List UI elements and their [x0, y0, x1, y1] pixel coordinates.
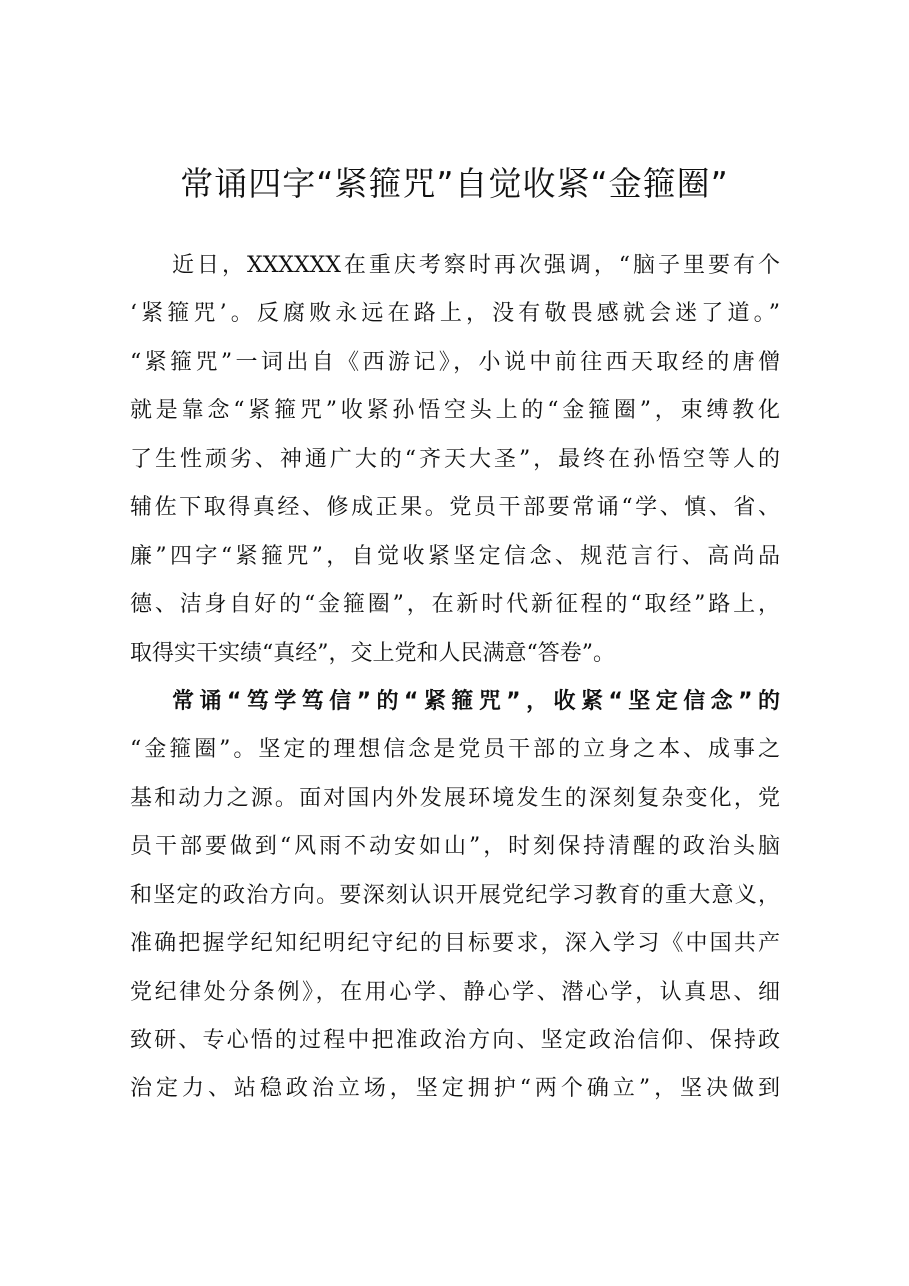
paragraph-1-line: 德、洁身自好的“金箍圈”，在新时代新征程的“取经”路上，	[130, 592, 780, 618]
paragraph-1-line: 就是靠念“紧箍咒”收紧孙悟空头上的“金箍圈”，束缚教化	[130, 398, 780, 424]
paragraph-1-line: 取得实干实绩“真经”，交上党和人民满意“答卷”。	[130, 640, 615, 666]
document-title: 常诵四字“紧箍咒”自觉收紧“金箍圈”	[180, 164, 729, 203]
paragraph-2-line: 准确把握学纪知纪明纪守纪的目标要求，深入学习《中国共产	[130, 931, 780, 957]
paragraph-2-line: 致研、专心悟的过程中把准政治方向、坚定政治信仰、保持政	[130, 1028, 780, 1053]
paragraph-1-line: 辅佐下取得真经、修成正果。党员干部要常诵“学、慎、省、	[130, 495, 780, 521]
paragraph-2-line: 基和动力之源。面对国内外发展环境发生的深刻复杂变化，党	[130, 785, 780, 811]
paragraph-2-line: 员干部要做到“风雨不动安如山”，时刻保持清醒的政治头脑	[130, 834, 780, 860]
document-body	[130, 242, 780, 1114]
paragraph-2-heading: 常诵“笃学笃信”的“紧箍咒”，收紧“坚定信念”的	[172, 688, 780, 714]
paragraph-2-line: 治定力、站稳政治立场，坚定拥护“两个确立”，坚决做到	[130, 1076, 780, 1102]
paragraph-1-line: “紧箍咒”一词出自《西游记》，小说中前往西天取经的唐僧	[130, 349, 780, 375]
paragraph-1-line: ‘紧箍咒’。反腐败永远在路上，没有敬畏感就会迷了道。”	[130, 301, 780, 327]
paragraph-1-line: 了生性顽劣、神通广大的“齐天大圣”，最终在孙悟空等人的	[130, 446, 780, 472]
paragraph-1-line: 廉”四字“紧箍咒”，自觉收紧坚定信念、规范言行、高尚品	[130, 543, 780, 569]
paragraph-2-line: “金箍圈”。坚定的理想信念是党员干部的立身之本、成事之	[130, 737, 780, 763]
paragraph-2-line: 和坚定的政治方向。要深刻认识开展党纪学习教育的重大意义，	[130, 882, 780, 908]
paragraph-2-line: 党纪律处分条例》，在用心学、静心学、潜心学，认真思、细	[130, 979, 780, 1005]
paragraph-1-line: 近日，XXXXXX在重庆考察时再次强调，“脑子里要有个	[172, 253, 780, 278]
